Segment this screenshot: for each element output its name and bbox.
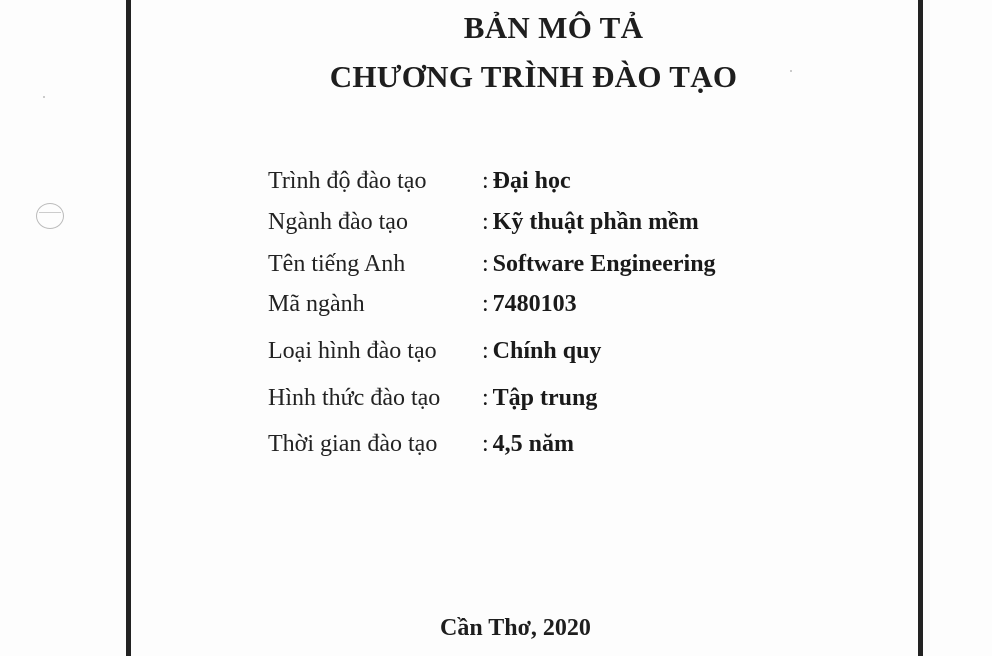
info-label: Mã ngành (268, 291, 365, 317)
info-label: Trình độ đào tạo (268, 168, 427, 194)
info-value: 4,5 năm (492, 431, 575, 457)
page-border-left (126, 0, 131, 656)
punch-hole-mark (36, 203, 64, 229)
info-value: Chính quy (492, 338, 602, 364)
info-row-ten-tieng-anh (268, 251, 716, 278)
info-separator: : (482, 385, 489, 411)
scan-speck (43, 96, 45, 98)
info-value: Software Engineering (492, 251, 716, 277)
info-label: Loại hình đào tạo (268, 338, 437, 364)
info-separator: : (482, 338, 489, 364)
document-title-line-1: BẢN MÔ TẢ (463, 10, 644, 45)
info-separator: : (482, 209, 489, 235)
info-label: Hình thức đào tạo (268, 385, 441, 411)
page-border-right (918, 0, 923, 656)
info-label: Ngành đào tạo (268, 209, 408, 235)
info-row-thoi-gian (268, 431, 574, 458)
info-separator: : (482, 251, 489, 277)
info-value: Đại học (492, 168, 571, 194)
info-row-hinh-thuc (268, 385, 597, 412)
place-date-footer: Cần Thơ, 2020 (440, 615, 591, 641)
info-label: Thời gian đào tạo (268, 431, 438, 457)
info-separator: : (482, 291, 489, 317)
info-separator: : (482, 431, 489, 457)
info-row-ma-nganh (268, 291, 577, 318)
info-label: Tên tiếng Anh (268, 251, 406, 277)
info-row-loai-hinh (268, 338, 601, 365)
info-value: 7480103 (492, 291, 577, 317)
document-title-line-2: CHƯƠNG TRÌNH ĐÀO TẠO (329, 59, 738, 94)
info-value: Kỹ thuật phần mềm (492, 209, 699, 235)
info-row-nganh (268, 209, 699, 236)
info-row-trinh-do (268, 168, 571, 195)
info-separator: : (482, 168, 489, 194)
info-value: Tập trung (492, 385, 598, 411)
